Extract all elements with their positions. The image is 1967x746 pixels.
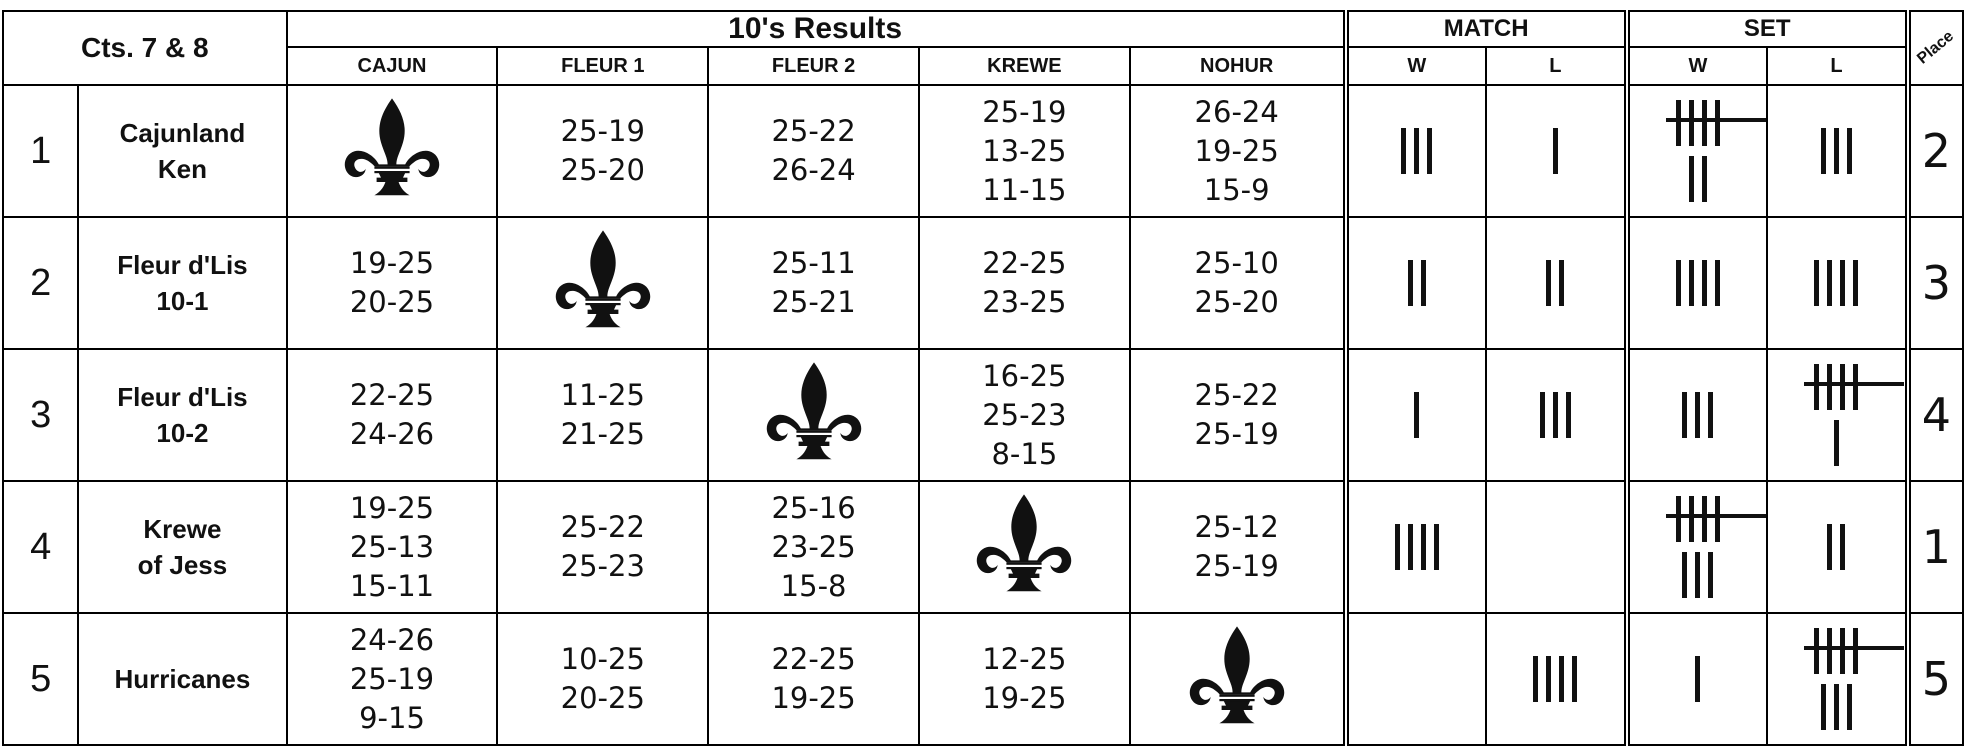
set-l-tally <box>1767 349 1908 481</box>
results-table <box>2 10 1964 746</box>
tally-marks <box>1487 255 1624 311</box>
tally-marks <box>1630 387 1767 443</box>
tally-marks <box>1630 651 1767 707</box>
courts-label: Cts. 7 & 8 <box>3 11 287 85</box>
set-w-tally <box>1627 217 1768 349</box>
tally-marks <box>1487 651 1624 707</box>
fleur-de-lis-icon <box>548 226 658 336</box>
set-l-header: L <box>1767 47 1908 85</box>
row-number: 1 <box>3 85 78 217</box>
score-cell: 12-25 19-25 <box>919 613 1130 745</box>
score-cell: 25-11 25-21 <box>708 217 919 349</box>
tally-marks <box>1487 387 1624 443</box>
score-cell: 25-19 13-25 11-15 <box>919 85 1130 217</box>
score-cell: 25-22 25-23 <box>497 481 708 613</box>
tally-marks <box>1630 95 1767 207</box>
row-number: 2 <box>3 217 78 349</box>
score-cell: 25-19 25-20 <box>497 85 708 217</box>
tally-marks <box>1768 123 1905 179</box>
row-number: 5 <box>3 613 78 745</box>
self-match-cell <box>287 85 498 217</box>
set-l-tally <box>1767 85 1908 217</box>
team-name: Hurricanes <box>78 613 286 745</box>
place-value: 1 <box>1908 481 1963 613</box>
row-number: 4 <box>3 481 78 613</box>
tally-marks <box>1768 623 1905 735</box>
set-l-tally <box>1767 217 1908 349</box>
score-cell: 22-25 19-25 <box>708 613 919 745</box>
tally-marks <box>1349 255 1486 311</box>
tally-marks <box>1768 359 1905 471</box>
set-header: SET <box>1627 11 1908 47</box>
match-l-tally <box>1486 85 1627 217</box>
tally-marks <box>1768 255 1905 311</box>
set-w-tally <box>1627 613 1768 745</box>
column-header-fleur-1: FLEUR 1 <box>497 47 708 85</box>
place-header: Place <box>1908 11 1963 85</box>
match-w-tally <box>1346 85 1487 217</box>
score-cell: 22-25 23-25 <box>919 217 1130 349</box>
set-w-header: W <box>1627 47 1768 85</box>
team-name: Fleur d'Lis 10-1 <box>78 217 286 349</box>
score-cell: 26-24 19-25 15-9 <box>1130 85 1346 217</box>
tally-marks <box>1630 491 1767 603</box>
results-title: 10's Results <box>287 11 1346 47</box>
score-cell: 11-25 21-25 <box>497 349 708 481</box>
tally-marks <box>1349 519 1486 575</box>
set-l-tally <box>1767 481 1908 613</box>
score-cell: 25-22 26-24 <box>708 85 919 217</box>
score-cell: 24-26 25-19 9-15 <box>287 613 498 745</box>
tally-marks <box>1768 519 1905 575</box>
fleur-de-lis-icon <box>969 490 1079 600</box>
fleur-de-lis-icon <box>337 94 447 204</box>
self-match-cell <box>708 349 919 481</box>
match-l-tally <box>1486 349 1627 481</box>
score-cell: 16-25 25-23 8-15 <box>919 349 1130 481</box>
team-name: Fleur d'Lis 10-2 <box>78 349 286 481</box>
set-w-tally <box>1627 85 1768 217</box>
place-value: 5 <box>1908 613 1963 745</box>
place-value: 2 <box>1908 85 1963 217</box>
match-w-tally <box>1346 481 1487 613</box>
fleur-de-lis-icon <box>1182 622 1292 732</box>
score-cell: 19-25 25-13 15-11 <box>287 481 498 613</box>
match-w-tally <box>1346 349 1487 481</box>
tally-marks <box>1487 123 1624 179</box>
column-header-fleur-2: FLEUR 2 <box>708 47 919 85</box>
column-header-krewe: KREWE <box>919 47 1130 85</box>
table-row <box>3 85 1963 217</box>
match-l-tally <box>1486 613 1627 745</box>
column-header-cajun: CAJUN <box>287 47 498 85</box>
table-row <box>3 217 1963 349</box>
set-w-tally <box>1627 349 1768 481</box>
place-value: 4 <box>1908 349 1963 481</box>
score-cell: 25-16 23-25 15-8 <box>708 481 919 613</box>
match-header: MATCH <box>1346 11 1627 47</box>
set-w-tally <box>1627 481 1768 613</box>
self-match-cell <box>497 217 708 349</box>
match-w-tally <box>1346 613 1487 745</box>
score-cell: 25-10 25-20 <box>1130 217 1346 349</box>
row-number: 3 <box>3 349 78 481</box>
match-l-tally <box>1486 481 1627 613</box>
tally-marks <box>1630 255 1767 311</box>
place-value: 3 <box>1908 217 1963 349</box>
table-row <box>3 613 1963 745</box>
match-w-tally <box>1346 217 1487 349</box>
self-match-cell <box>919 481 1130 613</box>
score-cell: 19-25 20-25 <box>287 217 498 349</box>
tally-marks <box>1349 123 1486 179</box>
match-l-tally <box>1486 217 1627 349</box>
column-header-nohur: NOHUR <box>1130 47 1346 85</box>
score-cell: 22-25 24-26 <box>287 349 498 481</box>
team-name: Krewe of Jess <box>78 481 286 613</box>
tally-marks <box>1349 387 1486 443</box>
team-name: Cajunland Ken <box>78 85 286 217</box>
set-l-tally <box>1767 613 1908 745</box>
table-row <box>3 349 1963 481</box>
table-row <box>3 481 1963 613</box>
score-cell: 10-25 20-25 <box>497 613 708 745</box>
self-match-cell <box>1130 613 1346 745</box>
fleur-de-lis-icon <box>759 358 869 468</box>
score-cell: 25-12 25-19 <box>1130 481 1346 613</box>
match-l-header: L <box>1486 47 1627 85</box>
match-w-header: W <box>1346 47 1487 85</box>
score-cell: 25-22 25-19 <box>1130 349 1346 481</box>
